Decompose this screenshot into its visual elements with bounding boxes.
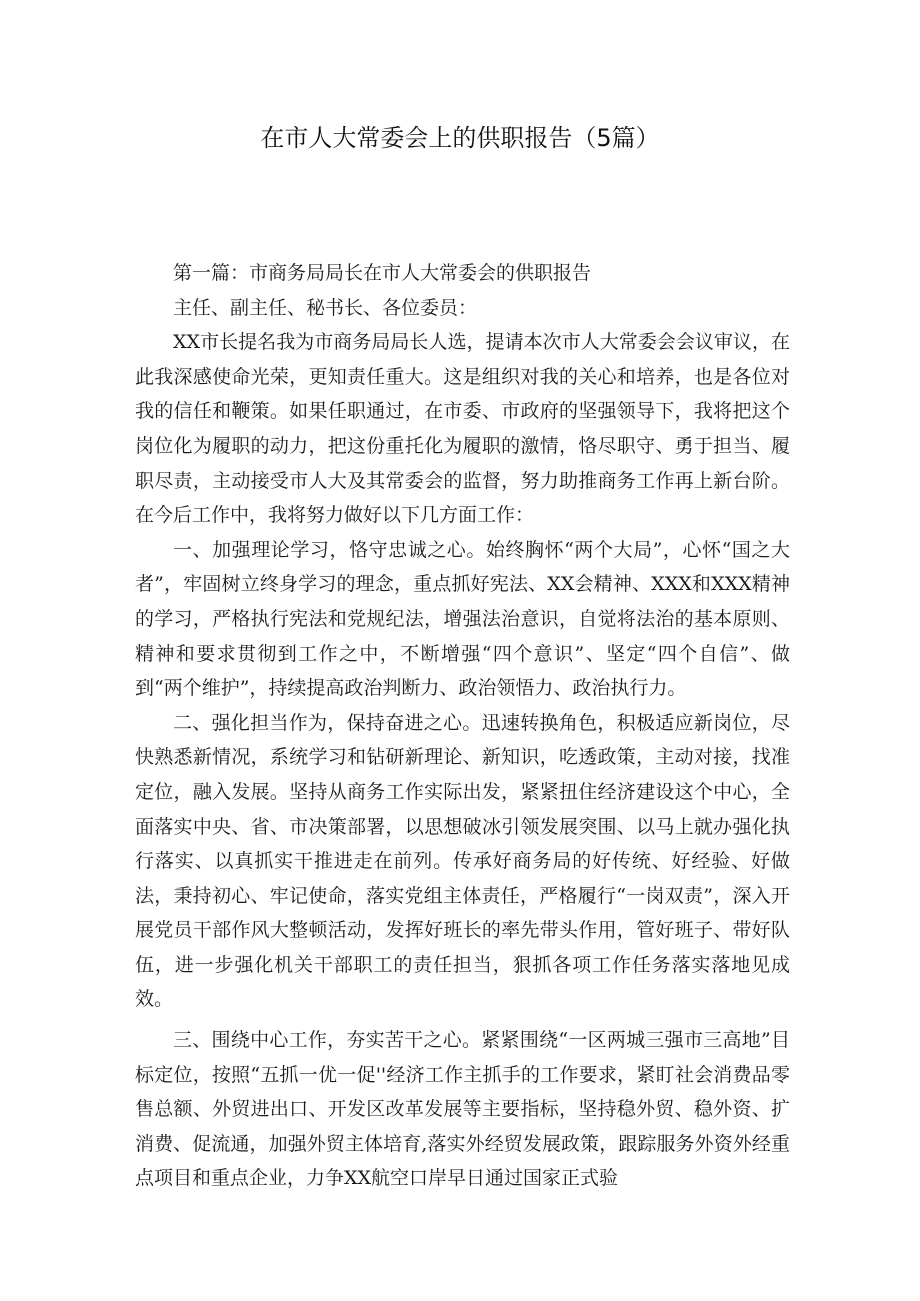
body-paragraph: 三、围绕中心工作，夯实苦干之心。紧紧围绕“一区两城三强市三高地”目标定位，按照“五抓一优一促''经济工作主抓手的工作要求，紧盯社会消费品零售总额、外贸进出口、开发区改革发展等主要指标，坚持稳外贸、稳外资、扩消费、促流通，加强外贸主体培育,落实外经贸发展政策，跟踪服务外资外经重点项目和重点企业，力争XX航空口岸早日通过国家正式验	[135, 1029, 790, 1190]
document-body	[135, 256, 790, 1196]
body-paragraph: 一、加强理论学习，恪守忠诚之心。始终胸怀“两个大局”，心怀“国之大者”，牢固树立终身学习的理念，重点抓好宪法、XX会精神、XXX和XXX精神的学习，严格执行宪法和党规纪法，增强法治意识，自觉将法治的基本原则、精神和要求贯彻到工作之中，不断增强“四个意识”、坚定“四个自信”、做到“两个维护”，持续提高政治判断力、政治领悟力、政治执行力。	[135, 538, 790, 700]
body-paragraph: 二、强化担当作为，保持奋进之心。迅速转换角色，积极适应新岗位，尽快熟悉新情况，系统学习和钻研新理论、新知识，吃透政策，主动对接，找准定位，融入发展。坚持从商务工作实际出发，紧紧扭住经济建设这个中心，全面落实中央、省、市决策部署，以思想破冰引领发展突围、以马上就办强化执行落实、以真抓实干推进走在前列。传承好商务局的好传统、好经验、好做法，秉持初心、牢记使命，落实党组主体责任，严格履行“一岗双责”，深入开展党员干部作风大整顿活动，发挥好班长的率先带头作用，管好班子、带好队伍，进一步强化机关干部职工的责任担当，狠抓各项工作任务落实落地见成效。	[135, 711, 790, 1011]
section-heading: 第一篇：市商务局局长在市人大常委会的供职报告	[173, 262, 592, 284]
body-paragraph: XX市长提名我为市商务局局长人选，提请本次市人大常委会会议审议，在此我深感使命光荣，更知责任重大。这是组织对我的关心和培养，也是各位对我的信任和鞭策。如果任职通过，在市委、市政府的坚强领导下，我将把这个岗位化为履职的动力，把这份重托化为履职的激情，恪尽职守、勇于担当、履职尽责，主动接受市人大及其常委会的监督，努力助推商务工作再上新台阶。在今后工作中，我将努力做好以下几方面工作：	[135, 331, 790, 527]
document-title: 在市人大常委会上的供职报告（5篇）	[260, 124, 660, 152]
salutation: 主任、副主任、秘书长、各位委员：	[173, 296, 478, 319]
